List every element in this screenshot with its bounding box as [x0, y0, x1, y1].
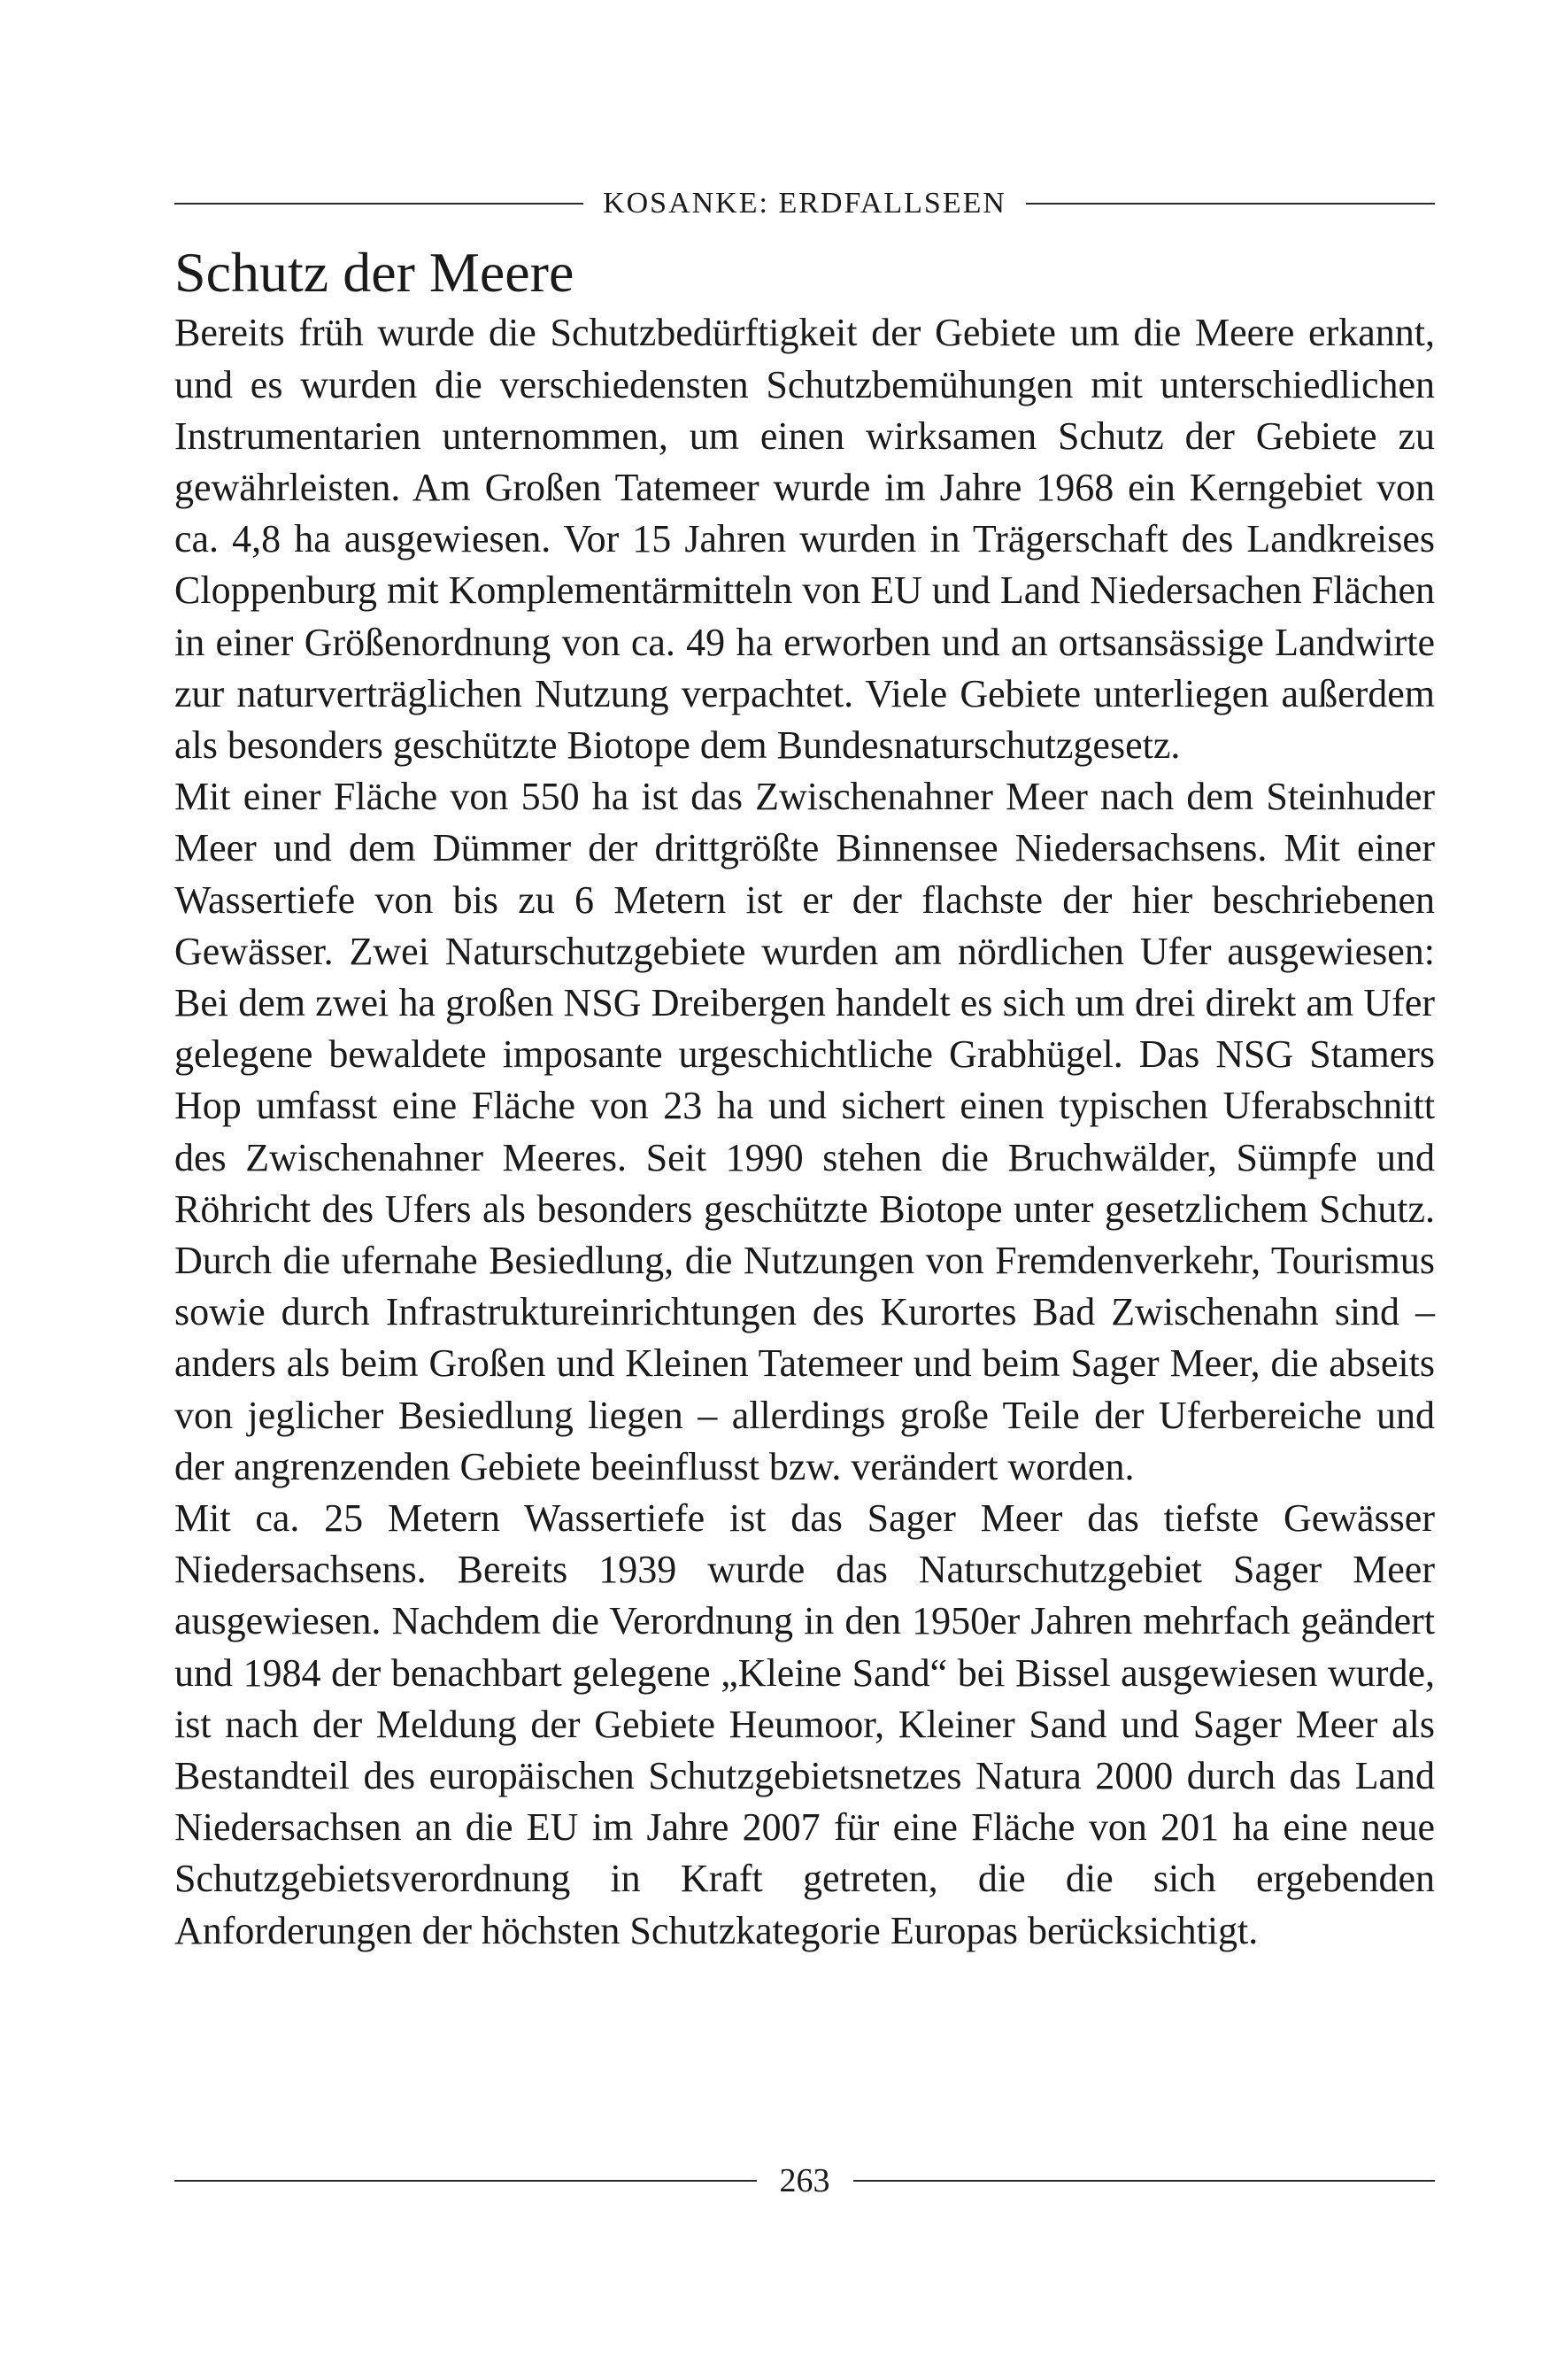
header-rule-left	[174, 203, 583, 205]
page-footer	[174, 2159, 1435, 2203]
body-text	[174, 307, 1435, 1957]
paragraph: Mit ca. 25 Metern Wassertiefe ist das Sager Meer das tiefste Gewässer Niedersachsens. Bereits 1939 wurde das Naturschutzgebiet Sager Meer ausgewiesen. Nachdem die Verordnung in den 1950er Jahren mehrfach geändert und 1984 der benachbart gelegene „Kleine Sand“ bei Bissel ausgewiesen wurde, ist nach der Meldung der Gebiete Heumoor, Kleiner Sand und Sager Meer als Bestandteil des europäischen Schutzgebietsnetzes Natura 2000 durch das Land Niedersachsen an die EU im Jahre 2007 für eine Fläche von 201 ha eine neue Schutzgebietsverordnung in Kraft getreten, die die sich ergebenden Anforderungen der höchsten Schutzkategorie Europas berücksichtigt.	[174, 1496, 1435, 1952]
section-title: Schutz der Meere	[174, 241, 574, 304]
paragraph: Bereits früh wurde die Schutzbedürftigkeit der Gebiete um die Meere erkannt, und es wurden die verschiedensten Schutzbemühungen mit unterschiedlichen Instrumentarien unternommen, um einen wirksamen Schutz der Gebiete zu gewährleisten. Am Großen Tatemeer wurde im Jahre 1968 ein Kerngebiet von ca. 4,8 ha ausgewiesen. Vor 15 Jahren wurden in Trägerschaft des Landkreises Cloppenburg mit Komplementärmitteln von EU und Land Niedersachen Flächen in einer Größenordnung von ca. 49 ha erworben und an ortsansässige Landwirte zur naturverträglichen Nutzung verpachtet. Viele Gebiete unterliegen außerdem als besonders geschützte Biotope dem Bundesnaturschutzgesetz.	[174, 311, 1435, 768]
running-header	[174, 182, 1435, 226]
footer-rule-right	[853, 2180, 1436, 2182]
running-title: KOSANKE: ERDFALLSEEN	[603, 187, 1006, 220]
paragraph: Mit einer Fläche von 550 ha ist das Zwischenahner Meer nach dem Steinhuder Meer und dem Dümmer der drittgrößte Binnensee Niedersachsens. Mit einer Wassertiefe von bis zu 6 Metern ist er der flachste der hier beschriebenen Gewässer. Zwei Naturschutzgebiete wurden am nördlichen Ufer ausgewiesen: Bei dem zwei ha großen NSG Dreibergen handelt es sich um drei direkt am Ufer gelegene bewaldete imposante urgeschichtliche Grabhügel. Das NSG Stamers Hop umfasst eine Fläche von 23 ha und sichert einen typischen Uferabschnitt des Zwischenahner Meeres. Seit 1990 stehen die Bruchwälder, Sümpfe und Röhricht des Ufers als besonders geschützte Biotope unter gesetzlichem Schutz. Durch die ufernahe Besiedlung, die Nutzungen von Fremdenverkehr, Tourismus sowie durch Infrastruktureinrichtungen des Kurortes Bad Zwischenahn sind – anders als beim Großen und Kleinen Tatemeer und beim Sager Meer, die abseits von jeglicher Besiedlung liegen – allerdings große Teile der Uferbereiche und der angrenzenden Gebiete beeinflusst bzw. verändert worden.	[174, 775, 1435, 1488]
header-rule-right	[1026, 203, 1435, 205]
footer-rule-left	[174, 2180, 757, 2182]
page-content	[174, 182, 1435, 1957]
page-number: 263	[779, 2162, 830, 2199]
